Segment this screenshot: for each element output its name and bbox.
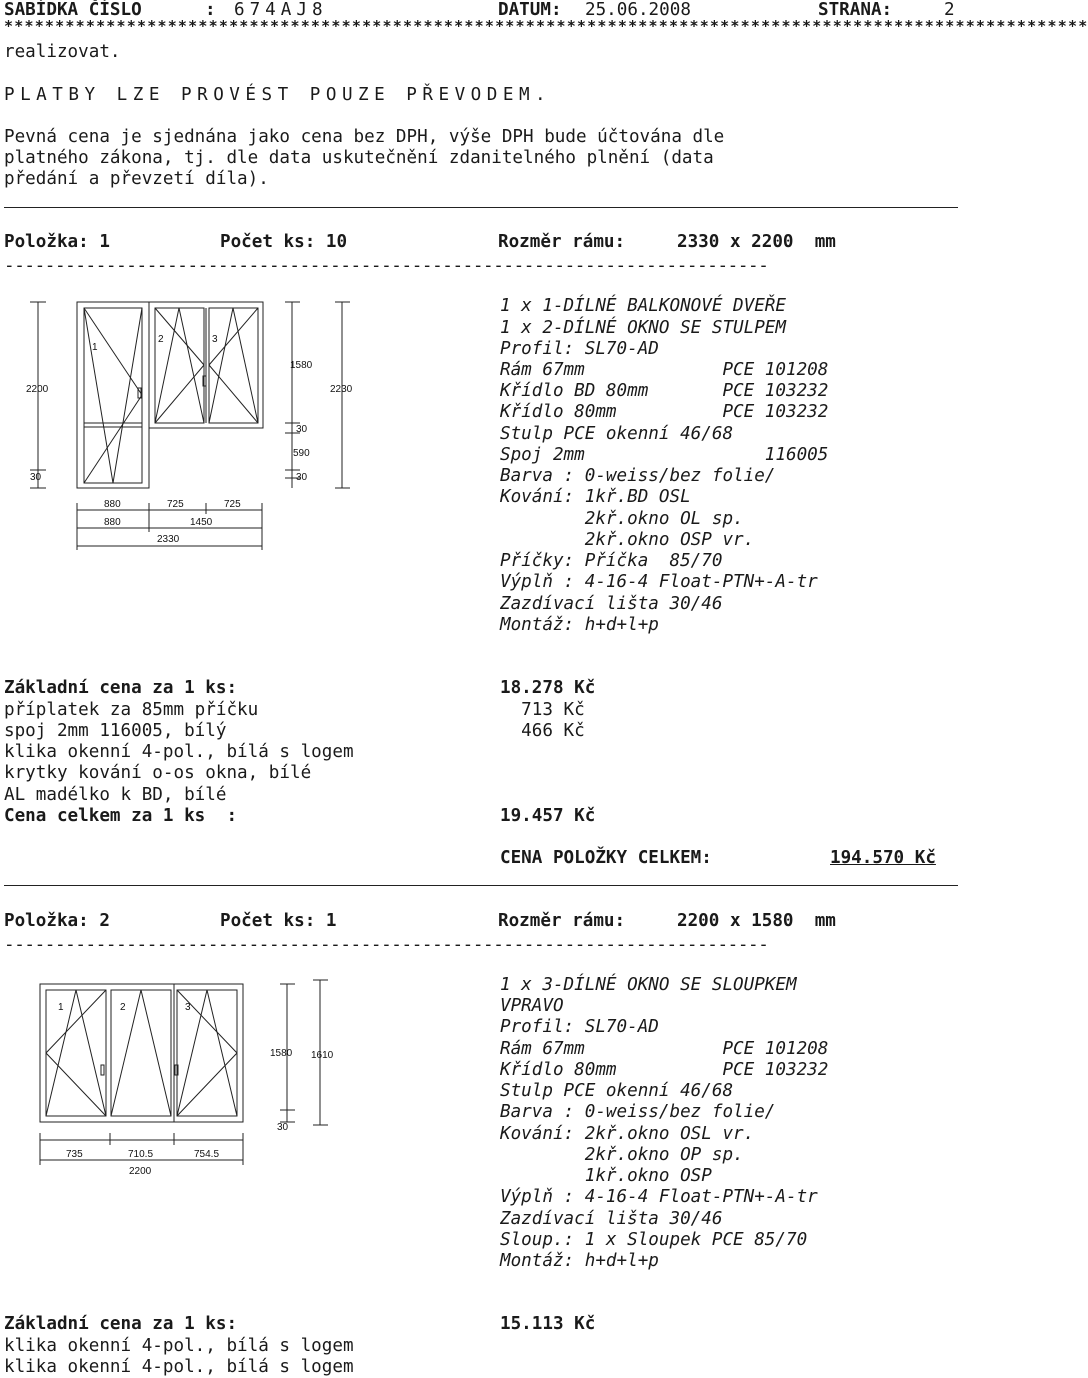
sash-number: 1	[92, 342, 98, 353]
price-note-line: platného zákona, tj. dle data uskutečnění zdanitelného plnění (data	[4, 148, 714, 168]
extra-label: spoj 2mm 116005, bílý	[4, 721, 227, 741]
frame-size-value: 2330 x 2200 mm	[677, 232, 836, 252]
frame-size-label: Rozměr rámu:	[498, 232, 626, 252]
desc-line: Montáž: h+d+l+p	[500, 615, 659, 635]
page-number: 2	[944, 0, 955, 20]
offer-number-separator: :	[205, 0, 216, 20]
dim-width-3: 754.5	[194, 1149, 220, 1160]
page-label: STRANA:	[818, 0, 893, 20]
desc-line: Křídlo BD 80mm PCE 103232	[500, 381, 829, 401]
desc-line: Rám 67mm PCE 101208	[500, 360, 829, 380]
desc-line: Stulp PCE okenní 46/68	[500, 1081, 734, 1101]
dim-width-total: 2200	[129, 1166, 152, 1177]
desc-line: Rám 67mm PCE 101208	[500, 1039, 829, 1059]
desc-line: 2kř.okno OL sp.	[500, 509, 744, 529]
dim-bottom: 30	[277, 1122, 289, 1133]
dim-width-2: 710.5	[128, 1149, 154, 1160]
desc-line: Profil: SL70-AD	[500, 1017, 659, 1037]
desc-line: 2kř.okno OP sp.	[500, 1145, 744, 1165]
dim-width-3: 725	[224, 499, 241, 510]
desc-line: 1 x 2-DÍLNÉ OKNO SE STULPEM	[500, 318, 786, 338]
desc-line: Sloup.: 1 x Sloupek PCE 85/70	[500, 1230, 808, 1250]
extra-label: klika okenní 4-pol., bílá s logem	[4, 1336, 354, 1356]
item-total-label: CENA POLOŽKY CELKEM:	[500, 848, 712, 868]
sash-number: 2	[120, 1002, 126, 1013]
item-label: Položka: 1	[4, 232, 110, 252]
desc-line: Barva : 0-weiss/bez folie/	[500, 1102, 776, 1122]
extra-price: 466 Kč	[500, 721, 585, 741]
dim-lower-height: 590	[293, 448, 310, 459]
item1-window-drawing	[0, 288, 390, 558]
desc-line: 1kř.okno OSP	[500, 1166, 712, 1186]
sash-number: 2	[158, 334, 164, 345]
section-divider	[4, 207, 958, 208]
dim-total-right: 2230	[330, 384, 353, 395]
frame-size-label: Rozměr rámu:	[498, 911, 626, 931]
extra-label: klika okenní 4-pol., bílá s logem	[4, 1357, 354, 1377]
sash-number: 3	[212, 334, 218, 345]
desc-line: Zazdívací lišta 30/46	[500, 1209, 723, 1229]
desc-line: Montáž: h+d+l+p	[500, 1251, 659, 1271]
desc-line: Výplň : 4-16-4 Float-PTN+-A-tr	[500, 572, 818, 592]
payment-note: PLATBY LZE PROVÉST POUZE PŘEVODEM.	[4, 85, 552, 105]
desc-line: Kování: 1kř.BD OSL	[500, 487, 691, 507]
date-value: 25.06.2008	[585, 0, 691, 20]
header-star-rule: **********************************************************************************************************	[4, 17, 1088, 35]
desc-line: Zazdívací lišta 30/46	[500, 594, 723, 614]
sash-number: 3	[185, 1002, 191, 1013]
frame-size-value: 2200 x 1580 mm	[677, 911, 836, 931]
extra-label: příplatek za 85mm příčku	[4, 700, 259, 720]
desc-line: Příčky: Příčka 85/70	[500, 551, 723, 571]
dim-gap: 30	[296, 424, 308, 435]
dim-sash-height: 1580	[290, 360, 313, 371]
dashed-rule: ---------------------------------------------------------------------------	[4, 256, 769, 276]
item-total-value: 194.570 Kč	[830, 848, 936, 868]
desc-line: Výplň : 4-16-4 Float-PTN+-A-tr	[500, 1187, 818, 1207]
sash-number: 1	[58, 1002, 64, 1013]
base-price-value: 18.278 Kč	[500, 678, 596, 698]
dim-width-1: 735	[66, 1149, 83, 1160]
desc-line: Profil: SL70-AD	[500, 339, 659, 359]
desc-line: Křídlo 80mm PCE 103232	[500, 402, 829, 422]
dim-width-total: 2330	[157, 534, 180, 545]
item-count: Počet ks: 10	[220, 232, 348, 252]
extra-price: 713 Kč	[500, 700, 585, 720]
extra-label: krytky kování o-os okna, bílé	[4, 763, 312, 783]
desc-line: Křídlo 80mm PCE 103232	[500, 1060, 829, 1080]
base-price-value: 15.113 Kč	[500, 1314, 596, 1334]
desc-line: 1 x 3-DÍLNÉ OKNO SE SLOUPKEM	[500, 975, 797, 995]
section-divider	[4, 885, 958, 886]
desc-line: Kování: 2kř.okno OSL vr.	[500, 1124, 755, 1144]
dim-height-total: 2200	[26, 384, 49, 395]
dim-width-2: 725	[167, 499, 184, 510]
price-note-line: předání a převzetí díla).	[4, 169, 269, 189]
offer-number-label: SABÍDKA ČÍSLO	[4, 0, 142, 20]
desc-line: VPRAVO	[500, 996, 564, 1016]
dim-width-left: 880	[104, 517, 121, 528]
dim-width-right: 1450	[190, 517, 213, 528]
intro-line: realizovat.	[4, 42, 121, 62]
item-label: Položka: 2	[4, 911, 110, 931]
desc-line: 1 x 1-DÍLNÉ BALKONOVÉ DVEŘE	[500, 296, 786, 316]
dim-height-bottom: 30	[30, 472, 42, 483]
desc-line: Spoj 2mm 116005	[500, 445, 829, 465]
dim-width-1: 880	[104, 499, 121, 510]
item2-window-drawing	[0, 970, 360, 1180]
extra-label: AL madélko k BD, bílé	[4, 785, 227, 805]
base-price-label: Základní cena za 1 ks:	[4, 1314, 238, 1334]
desc-line: Stulp PCE okenní 46/68	[500, 424, 734, 444]
desc-line: Barva : 0-weiss/bez folie/	[500, 466, 776, 486]
price-note-line: Pevná cena je sjednána jako cena bez DPH, výše DPH bude účtována dle	[4, 127, 725, 147]
item-count: Počet ks: 1	[220, 911, 337, 931]
extra-label: klika okenní 4-pol., bílá s logem	[4, 742, 354, 762]
total-price-value: 19.457 Kč	[500, 806, 596, 826]
desc-line: 2kř.okno OSP vr.	[500, 530, 755, 550]
dashed-rule: ---------------------------------------------------------------------------	[4, 935, 769, 955]
dim-height: 1580	[270, 1048, 293, 1059]
dim-gap: 30	[296, 472, 308, 483]
dim-height-total: 1610	[311, 1050, 334, 1061]
offer-number-value: 674AJ8	[234, 0, 328, 20]
date-label: DATUM:	[498, 0, 562, 20]
base-price-label: Základní cena za 1 ks:	[4, 678, 238, 698]
total-price-label: Cena celkem za 1 ks :	[4, 806, 238, 826]
